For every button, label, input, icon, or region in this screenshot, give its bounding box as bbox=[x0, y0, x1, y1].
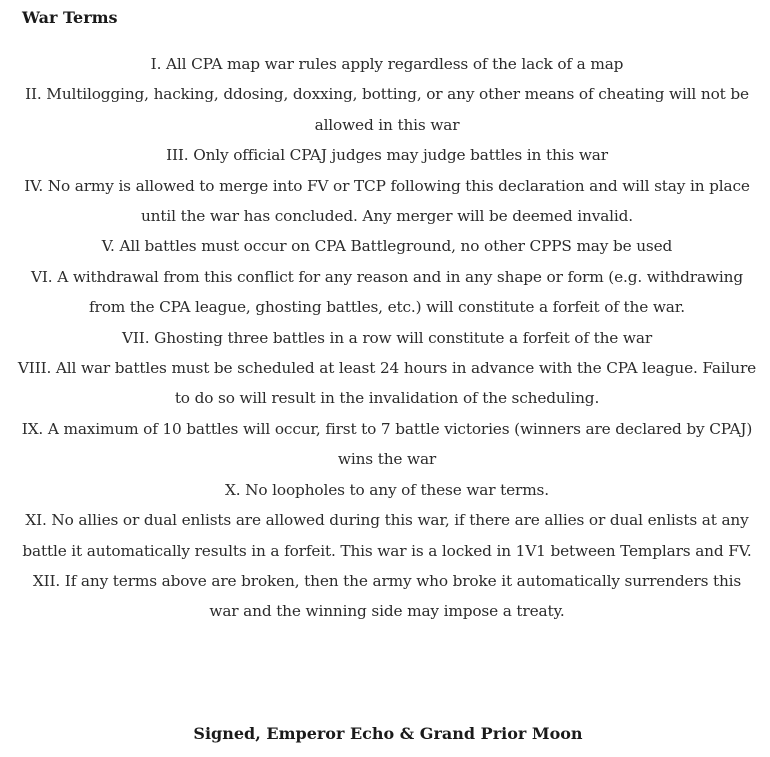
term-9: IX. A maximum of 10 battles will occur, first to 7 battle victories (winners are declared by CPAJ) wins the war bbox=[21, 419, 753, 469]
term-11: XI. No allies or dual enlists are allowed during this war, if there are allies or dual enlists at any battle it automatically results in a forfeit. This war is a locked in 1V1 between Templars and FV. bbox=[22, 511, 752, 560]
term-3: III. Only official CPAJ judges may judge battles in this war bbox=[166, 146, 608, 165]
term-6: VI. A withdrawal from this conflict for any reason and in any shape or form (e.g. withdrawing from the CPA league, ghosting battles, etc.) will constitute a forfeit of the war. bbox=[31, 267, 743, 317]
signature: Signed, Emperor Echo & Grand Prior Moon bbox=[193, 724, 583, 743]
term-10: X. No loopholes to any of these war terms. bbox=[225, 480, 549, 499]
term-7: VII. Ghosting three battles in a row will constitute a forfeit of the war bbox=[122, 328, 652, 347]
term-8: VIII. All war battles must be scheduled at least 24 hours in advance with the CPA league. Failure to do so will result in the invalidation of the scheduling. bbox=[17, 359, 757, 408]
term-12: XII. If any terms above are broken, then the army who broke it automatically surrenders this war and the winning side may impose a treaty. bbox=[32, 571, 742, 621]
term-4: IV. No army is allowed to merge into FV or TCP following this declaration and will stay in place until the war has concluded. Any merger will be deemed invalid. bbox=[24, 176, 750, 226]
terms-list bbox=[16, 49, 758, 627]
document-title: War Terms bbox=[22, 8, 118, 27]
term-1: I. All CPA map war rules apply regardless of the lack of a map bbox=[150, 55, 624, 73]
term-5: V. All battles must occur on CPA Battleground, no other CPPS may be used bbox=[101, 237, 673, 256]
term-2: II. Multilogging, hacking, ddosing, doxxing, botting, or any other means of cheating will not be allowed in this war bbox=[25, 85, 749, 134]
